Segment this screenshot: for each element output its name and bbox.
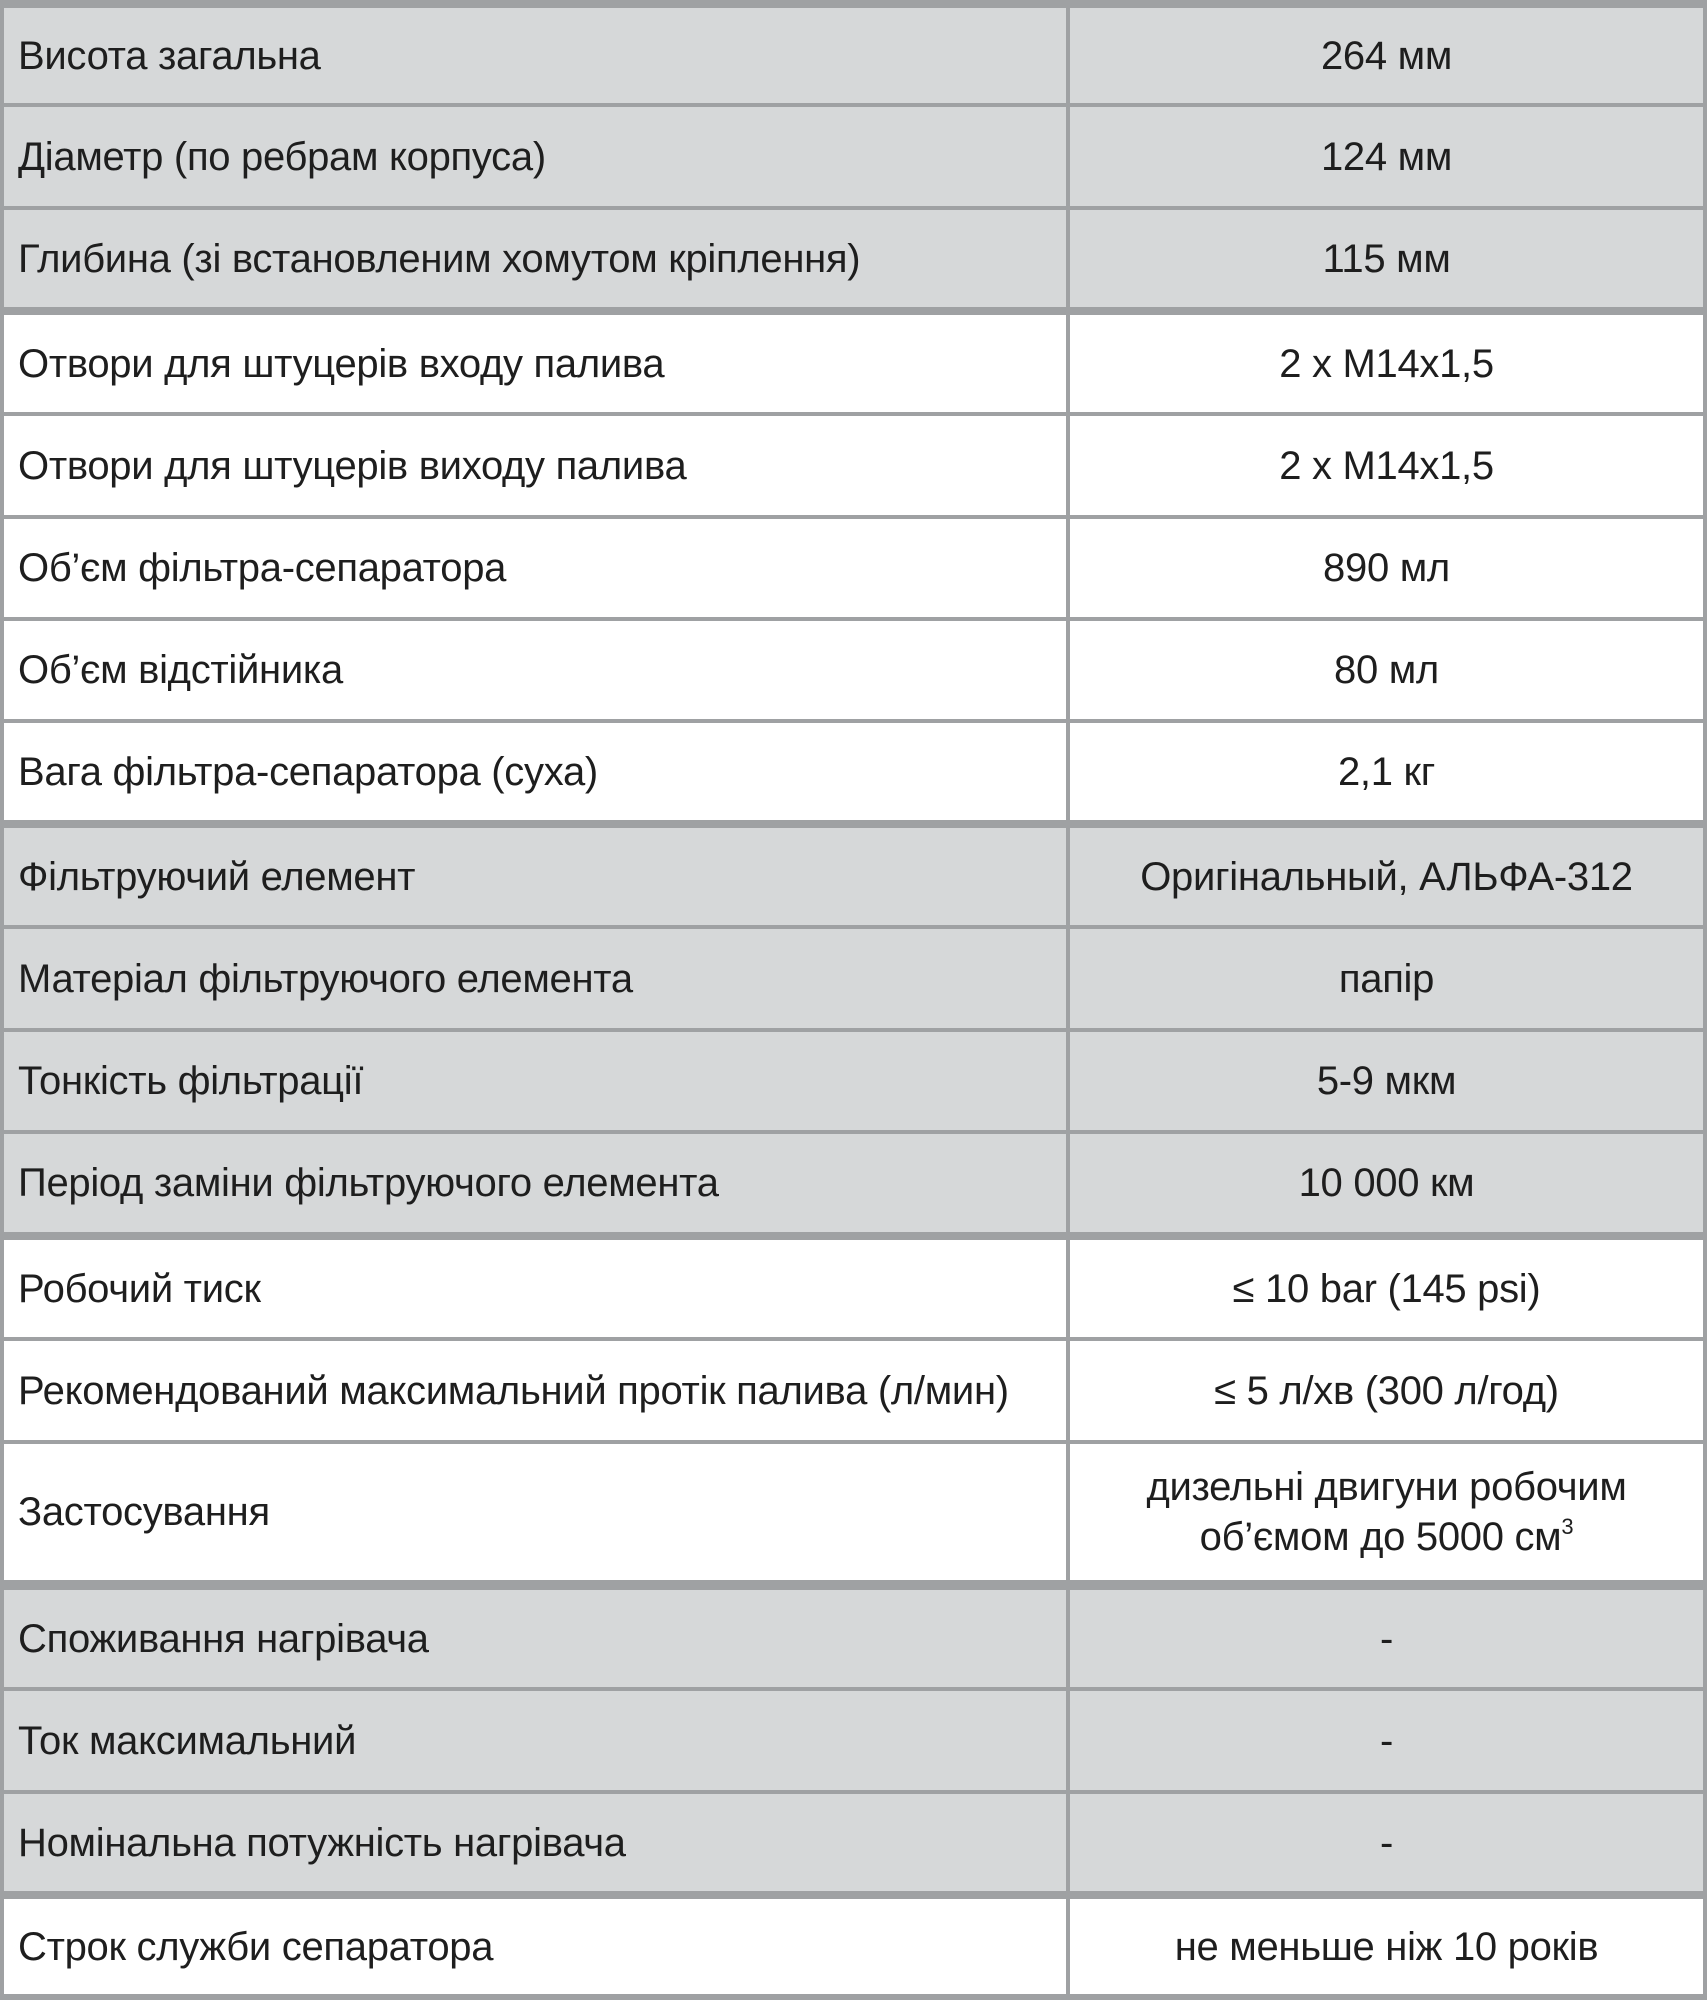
row-label: Робочий тиск (4, 1240, 1066, 1337)
table-row (4, 1444, 1703, 1580)
row-value-line-text: об’ємом до 5000 см (1199, 1515, 1562, 1559)
row-label: Фільтруючий елемент (4, 828, 1066, 925)
table-row (4, 107, 1703, 206)
row-label: Застосування (4, 1444, 1066, 1580)
row-value: - (1070, 1590, 1703, 1687)
table-row (4, 1691, 1703, 1790)
row-label: Діаметр (по ребрам корпуса) (4, 107, 1066, 206)
row-value: ≤ 10 bar (145 psi) (1070, 1240, 1703, 1337)
row-value-line: дизельні двигуни робочим (1146, 1465, 1627, 1509)
row-label: Об’єм відстійника (4, 621, 1066, 719)
row-label: Ток максимальний (4, 1691, 1066, 1790)
table-row (4, 210, 1703, 307)
row-value (1070, 1444, 1703, 1580)
row-label: Споживання нагрівача (4, 1590, 1066, 1687)
superscript: 3 (1561, 1514, 1574, 1539)
row-value: 2,1 кг (1070, 723, 1703, 820)
table-row (4, 1240, 1703, 1337)
row-value: 124 мм (1070, 107, 1703, 206)
row-label: Висота загальна (4, 8, 1066, 103)
table-row (4, 1341, 1703, 1440)
row-label: Період заміни фільтруючого елемента (4, 1134, 1066, 1232)
row-value: 890 мл (1070, 519, 1703, 617)
table-row (4, 416, 1703, 515)
row-value: 2 x M14x1,5 (1070, 315, 1703, 412)
row-value: 10 000 км (1070, 1134, 1703, 1232)
row-value-text (1146, 1462, 1626, 1562)
table-row (4, 929, 1703, 1028)
row-value: 115 мм (1070, 210, 1703, 307)
row-value: - (1070, 1691, 1703, 1790)
table-row (4, 1032, 1703, 1130)
table-row (4, 1590, 1703, 1687)
row-value-line (1146, 1512, 1626, 1562)
table-row (4, 828, 1703, 925)
row-value: Оригінальный, АЛЬФА-312 (1070, 828, 1703, 925)
row-label: Отвори для штуцерів виходу палива (4, 416, 1066, 515)
row-value: не меньше ніж 10 років (1070, 1899, 1703, 1994)
row-label: Вага фільтра-сепаратора (суха) (4, 723, 1066, 820)
table-row (4, 1134, 1703, 1232)
row-label: Отвори для штуцерів входу палива (4, 315, 1066, 412)
row-value: - (1070, 1794, 1703, 1891)
row-value: 264 мм (1070, 8, 1703, 103)
table-row (4, 315, 1703, 412)
row-value: папір (1070, 929, 1703, 1028)
row-value: 80 мл (1070, 621, 1703, 719)
row-label: Рекомендований максимальний протік палива (л/мин) (4, 1341, 1066, 1440)
row-value: 2 x M14x1,5 (1070, 416, 1703, 515)
row-label: Тонкість фільтрації (4, 1032, 1066, 1130)
row-value: 5-9 мкм (1070, 1032, 1703, 1130)
table-row (4, 723, 1703, 820)
row-label: Об’єм фільтра-сепаратора (4, 519, 1066, 617)
row-value: ≤ 5 л/хв (300 л/год) (1070, 1341, 1703, 1440)
row-label: Строк служби сепаратора (4, 1899, 1066, 1994)
row-label: Матеріал фільтруючого елемента (4, 929, 1066, 1028)
table-row (4, 1899, 1703, 1994)
table-row (4, 8, 1703, 103)
row-label: Глибина (зі встановленим хомутом кріплення) (4, 210, 1066, 307)
table-row (4, 621, 1703, 719)
table-row (4, 519, 1703, 617)
row-label: Номінальна потужність нагрівача (4, 1794, 1066, 1891)
table-row (4, 1794, 1703, 1891)
